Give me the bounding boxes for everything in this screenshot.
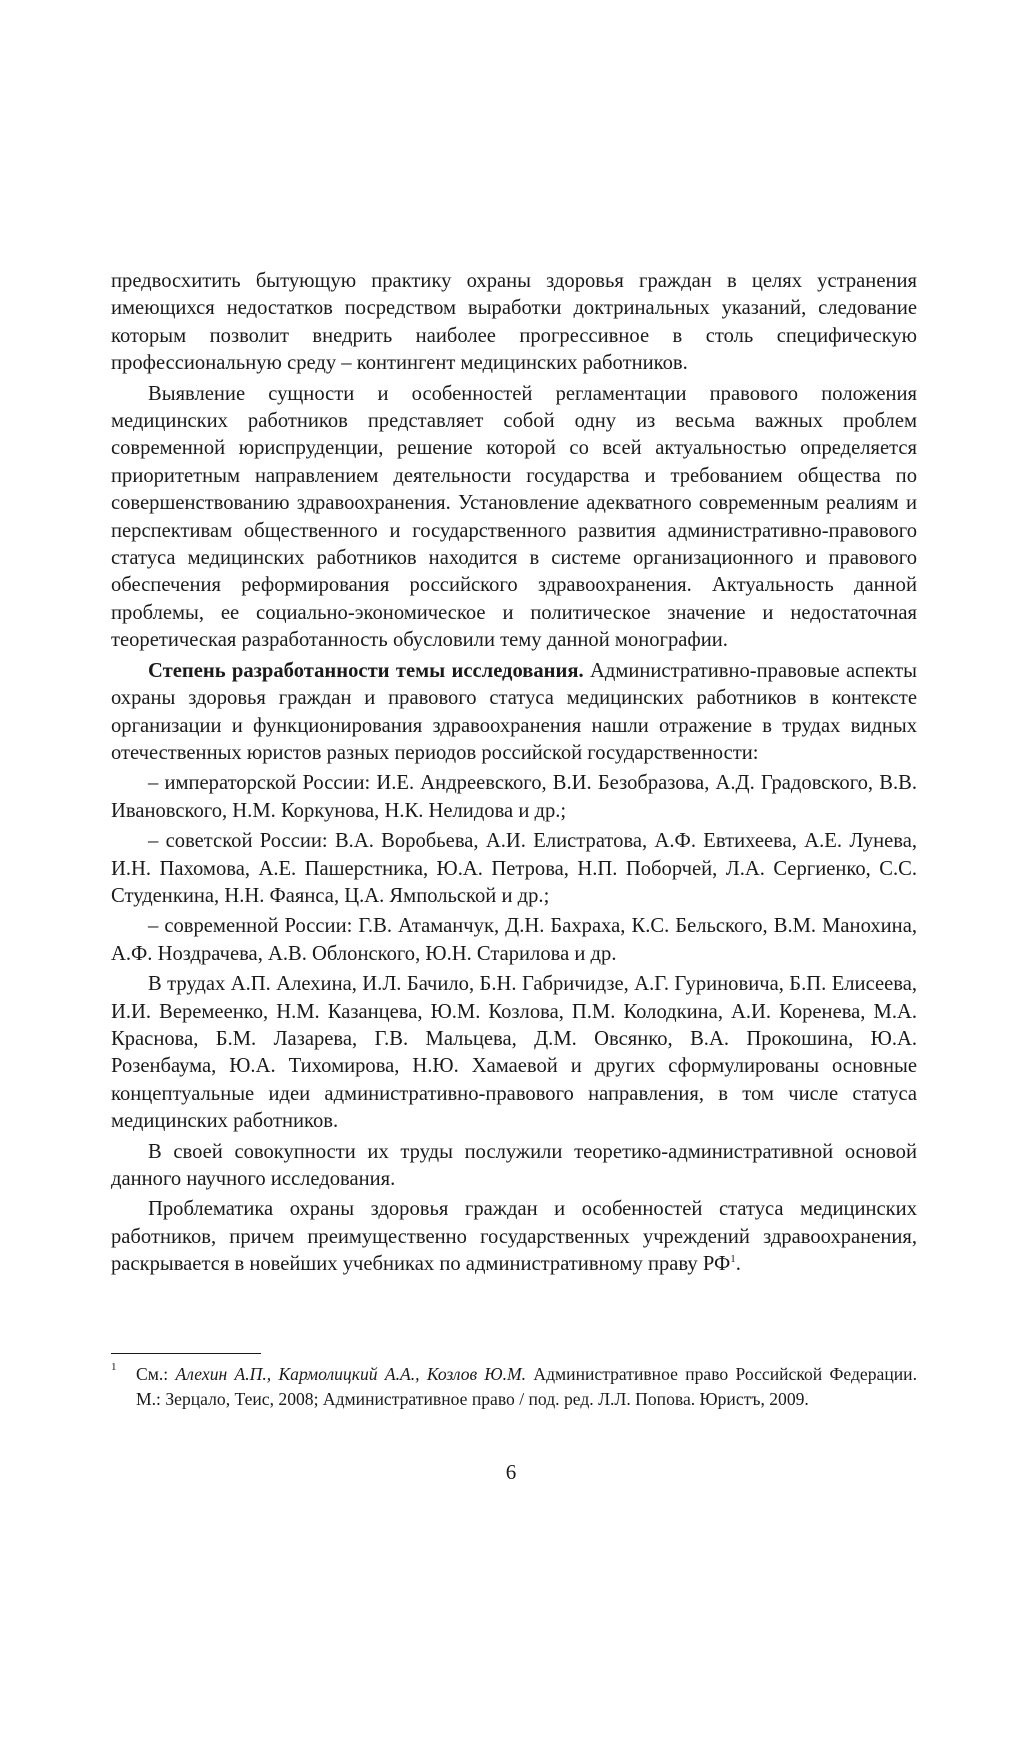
footnote-authors: Алехин А.П., Кармолицкий А.А., Козлов Ю.М. xyxy=(175,1364,527,1384)
list-item-modern-russia: – современной России: Г.В. Атаманчук, Д.Н. Бахраха, К.С. Бельского, В.М. Манохина, А.Ф. Ноздрачева, А.В. Облонского, Ю.Н. Старилова и др. xyxy=(111,915,917,965)
paragraph-text: Проблематика охраны здоровья граждан и особенностей статуса медицинских работников, причем преимущественно государственных учреждений здравоохранения, раскрывается в новейших учебниках по административному праву РФ xyxy=(111,1198,917,1276)
paragraph-relevance: Выявление сущности и особенностей регламентации правового положения медицинских работников представляет собой одну из весьма важных проблем современной юриспруденции, решение которой со всей актуальностью определяется приоритетным направлением деятельности государства и требованием общества по совершенствованию здравоохранения. Установление адекватного современным реалиям и перспективам общественного и государственного развития административно-правового статуса медицинских работников находится в системе организационного и правового обеспечения реформирования российского здравоохранения. Актуальность данной проблемы, ее социально-экономическое и политическое значение и недостаточная теоретическая разработанность обусловили тему данной монографии. xyxy=(111,382,917,652)
paragraph-tail: . xyxy=(735,1253,741,1276)
list-item-imperial-russia: – императорской России: И.Е. Андреевского, В.И. Безобразова, А.Д. Градовского, В.В. Ивановского, Н.М. Коркунова, Н.К. Нелидова и др.; xyxy=(111,772,917,822)
paragraph-continuation: предвосхитить бытующую практику охраны здоровья граждан в целях устранения имеющихся недостатков посредством выработки доктринальных указаний, следование которым позволит внедрить наиболее прогрессивное в столь специфическую профессиональную среду – контингент медицинских работников. xyxy=(111,270,917,375)
paragraph-degree-of-development xyxy=(111,658,917,768)
paragraph-works: В трудах А.П. Алехина, И.Л. Бачило, Б.Н. Габричидзе, А.Г. Гуриновича, Б.П. Елисеева, И.И. Веремеенко, Н.М. Казанцева, Ю.М. Козлова, П.М. Колодкина, А.И. Коренева, М.А. Краснова, Б.М. Лазарева, Г.В. Мальцева, Д.М. Овсянко, В.А. Прокошина, Ю.А. Розенбаума, Ю.А. Тихомирова, Н.Ю. Хамаевой и других сформулированы основные концептуальные идеи административно-правового направления, в том числе статуса медицинских работников. xyxy=(111,973,917,1133)
paragraph-text: Административно-правовые аспекты охраны здоровья граждан и правового статуса медицинских работников в контексте организации и функционирования здравоохранения нашли отражение в трудах видных отечественных юристов разных периодов российской государственности: xyxy=(111,659,917,764)
paragraph-basis: В своей совокупности их труды послужили теоретико-административной основой данного научного исследования. xyxy=(111,1140,917,1190)
footnote-rest: Административное право Российской Федерации. М.: Зерцало, Теис, 2008; Административное право / под. ред. Л.Л. Попова. Юристъ, 2009. xyxy=(136,1364,917,1409)
paragraph-lead-heading: Степень разработанности темы исследования. xyxy=(148,659,584,682)
list-item-soviet-russia: – советской России: В.А. Воробьева, А.И. Елистратова, А.Ф. Евтихеева, А.Е. Лунева, И.Н. Пахомова, А.Е. Пашерстника, Ю.А. Петрова, Н.П. Поборчей, Л.А. Сергиенко, С.С. Студенкина, Н.Н. Фаянса, Ц.А. Ямпольской и др.; xyxy=(111,830,917,907)
footnote xyxy=(111,1362,917,1411)
footnote-text xyxy=(111,1362,917,1411)
footnote-prefix: См.: xyxy=(136,1364,176,1384)
paragraph-problematics xyxy=(111,1196,917,1278)
footnote-reference[interactable]: 1 xyxy=(730,1253,736,1266)
page-body xyxy=(111,268,917,1279)
footnote-mark: 1 xyxy=(111,1361,117,1373)
footnote-separator xyxy=(111,1353,261,1354)
page-number: 6 xyxy=(505,1460,517,1484)
